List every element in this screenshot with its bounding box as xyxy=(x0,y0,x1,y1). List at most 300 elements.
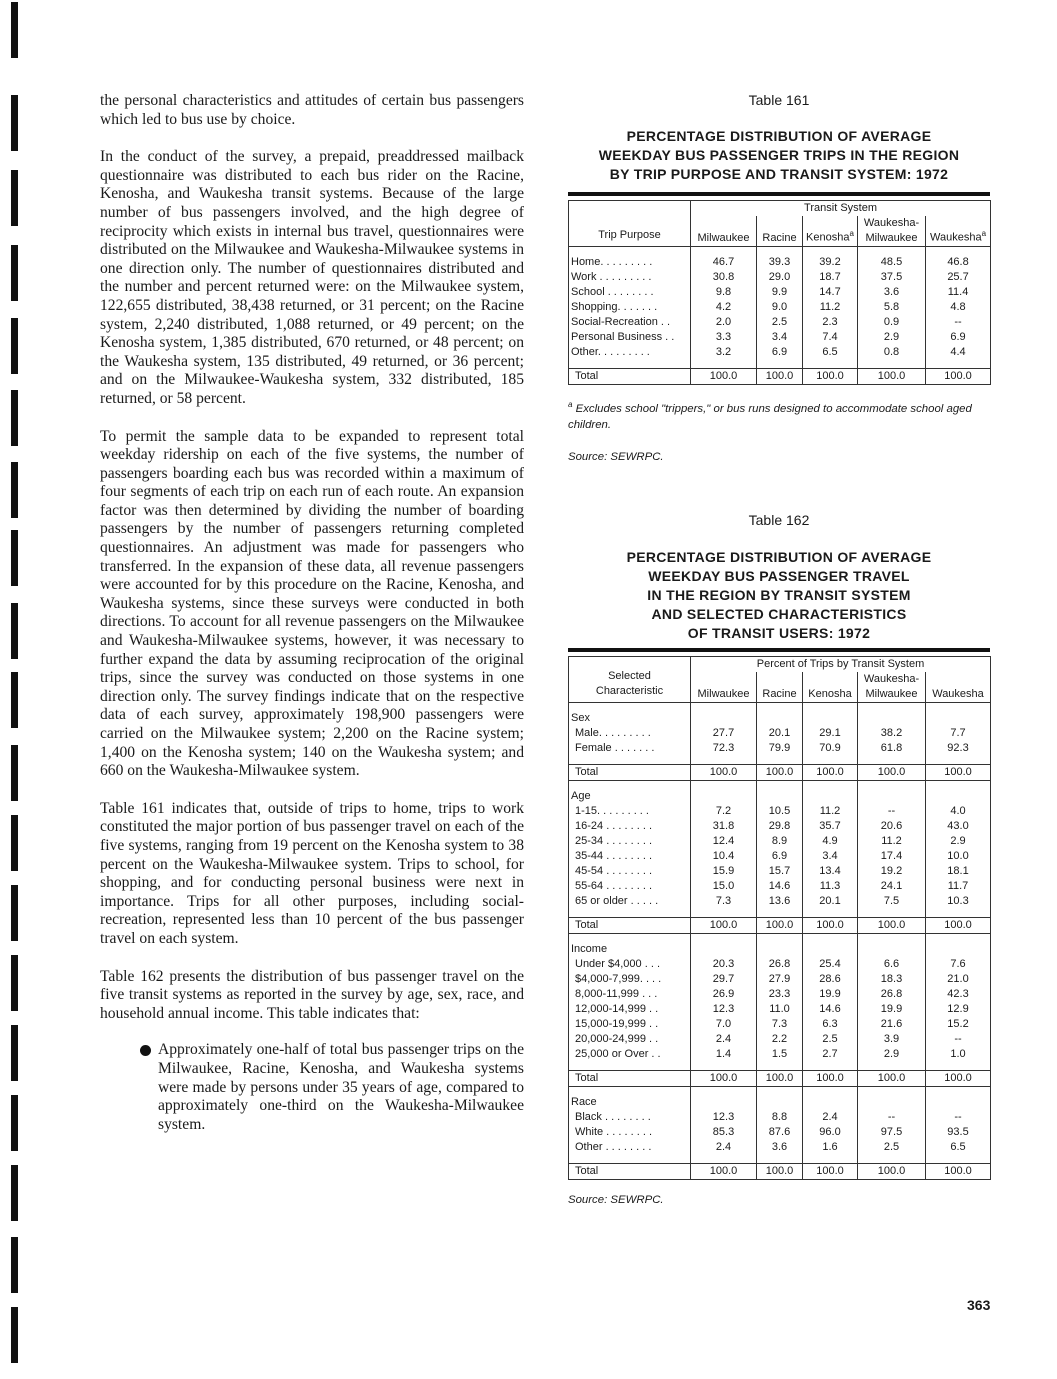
cell-value: 79.9 xyxy=(757,741,803,756)
cell-value: 7.3 xyxy=(757,1017,803,1032)
spacer-row xyxy=(569,934,991,943)
cell-value: -- xyxy=(858,1110,926,1125)
cell-value: 8.8 xyxy=(757,1110,803,1125)
title-line: BY TRIP PURPOSE AND TRANSIT SYSTEM: 1972 xyxy=(609,166,949,182)
row-label: Other . . . . . . . . xyxy=(569,1140,691,1155)
cell-value: 100.0 xyxy=(926,1164,991,1180)
cell-value: 43.0 xyxy=(926,819,991,834)
table-162-grid xyxy=(568,656,991,1180)
cell-value: 6.3 xyxy=(803,1017,858,1032)
binding-marks xyxy=(11,0,19,1379)
cell-value: 6.9 xyxy=(757,345,803,360)
cell-value: 6.5 xyxy=(926,1140,991,1155)
empty-cell xyxy=(803,1095,858,1110)
table-row xyxy=(569,1140,991,1155)
cell-value: 4.8 xyxy=(926,300,991,315)
section-header: Income xyxy=(569,942,691,957)
cell-value: 25.4 xyxy=(803,957,858,972)
table-row xyxy=(569,270,991,285)
cell-value: 6.9 xyxy=(757,849,803,864)
cell-value: 21.0 xyxy=(926,972,991,987)
cell-value: 31.8 xyxy=(691,819,757,834)
cell-value: 2.5 xyxy=(757,315,803,330)
cell-value: 4.0 xyxy=(926,804,991,819)
cell-value: 6.6 xyxy=(858,957,926,972)
cell-value: 29.0 xyxy=(757,270,803,285)
row-label: Total xyxy=(569,765,691,781)
total-row xyxy=(569,1164,991,1180)
cell-value: 100.0 xyxy=(757,369,803,385)
cell-value: 29.8 xyxy=(757,819,803,834)
cell-value: 29.7 xyxy=(691,972,757,987)
empty-cell xyxy=(757,1095,803,1110)
table-row xyxy=(569,1032,991,1047)
cell-value: 39.3 xyxy=(757,255,803,270)
title-line: WEEKDAY BUS PASSENGER TRIPS IN THE REGION xyxy=(598,147,960,163)
table-row xyxy=(569,1017,991,1032)
cell-value: 100.0 xyxy=(803,765,858,781)
column-header-label: Milwaukee xyxy=(697,232,750,244)
cell-value: 23.3 xyxy=(757,987,803,1002)
row-label: Work . . . . . . . . . xyxy=(569,270,691,285)
cell-value: 1.0 xyxy=(926,1047,991,1062)
table-row xyxy=(569,804,991,819)
section-header-row xyxy=(569,1095,991,1110)
row-label: 25-34 . . . . . . . . xyxy=(569,834,691,849)
binding-mark xyxy=(11,603,18,659)
cell-value: 100.0 xyxy=(691,1164,757,1180)
cell-value: 20.3 xyxy=(691,957,757,972)
column-header xyxy=(691,672,757,703)
table-row xyxy=(569,315,991,330)
cell-value: 13.6 xyxy=(757,894,803,909)
cell-value: 1.4 xyxy=(691,1047,757,1062)
table-162-label: Table 162 xyxy=(748,512,810,528)
cell-value: 8.9 xyxy=(757,834,803,849)
column-header xyxy=(803,672,858,703)
cell-value: 2.9 xyxy=(858,1047,926,1062)
binding-mark xyxy=(11,1307,18,1363)
title-line: PERCENTAGE DISTRIBUTION OF AVERAGE xyxy=(626,128,932,144)
cell-value: 100.0 xyxy=(757,918,803,934)
cell-value: 10.5 xyxy=(757,804,803,819)
row-label: 55-64 . . . . . . . . xyxy=(569,879,691,894)
cell-value: 6.5 xyxy=(803,345,858,360)
cell-value: 100.0 xyxy=(691,918,757,934)
binding-mark xyxy=(11,530,18,586)
bullet-item xyxy=(100,1041,524,1134)
empty-cell xyxy=(757,942,803,957)
cell-value: 100.0 xyxy=(926,765,991,781)
row-label: 45-54 . . . . . . . . xyxy=(569,864,691,879)
total-row xyxy=(569,765,991,781)
cell-value: 15.9 xyxy=(691,864,757,879)
cell-value: 10.3 xyxy=(926,894,991,909)
cell-value: 100.0 xyxy=(858,369,926,385)
spacer-row xyxy=(569,1087,991,1096)
binding-mark xyxy=(11,1095,18,1151)
total-row xyxy=(569,918,991,934)
page-number: 363 xyxy=(967,1297,991,1313)
paragraph: Table 162 presents the distribution of bus passenger travel on the five transit systems as reported in the survey by age, sex, race, and household annual income. This table indicates that: xyxy=(100,967,524,1022)
cell-value: 11.7 xyxy=(926,879,991,894)
cell-value: 11.4 xyxy=(926,285,991,300)
cell-value: 61.8 xyxy=(858,741,926,756)
row-label: Shopping. . . . . . . xyxy=(569,300,691,315)
binding-mark xyxy=(11,2,18,58)
empty-cell xyxy=(691,942,757,957)
cell-value: 26.9 xyxy=(691,987,757,1002)
binding-mark xyxy=(11,955,18,1011)
cell-value: 14.6 xyxy=(757,879,803,894)
paragraph: To permit the sample data to be expanded to represent total weekday ridership on each of the five systems, the number of passengers boarding each bus was recorded within a maximum of four segments of each trip on each run of each route. An expansion factor was then determined by dividing the number of boarding passengers by the number of passengers returning completed questionnaires. An adjustment was made for passengers who transferred. In the expansion of these data, all revenue passengers were accounted for by this procedure on the Racine, Kenosha, and Waukesha systems, since these surveys were conducted in both directions. To account for all revenue passengers on the Milwaukee and Waukesha-Milwaukee systems, however, it was necessary to further expand the data by assuming reciprocation of the original trips, since the survey was conducted on those systems in one direction only. The survey findings indicate that on the respective data of each survey, approximately 198,900 passengers were carried on the Milwaukee system; 2,200 on the Racine system; 1,400 on the Kenosha system; 140 on the Waukesha system; and 660 on the Waukesha-Milwaukee system. xyxy=(100,427,524,780)
binding-mark xyxy=(11,170,18,226)
cell-value: -- xyxy=(926,1032,991,1047)
cell-value: 46.8 xyxy=(926,255,991,270)
row-label: Social-Recreation . . xyxy=(569,315,691,330)
title-line: PERCENTAGE DISTRIBUTION OF AVERAGE xyxy=(626,549,932,565)
total-row xyxy=(569,369,991,385)
cell-value: 28.6 xyxy=(803,972,858,987)
cell-value: 13.4 xyxy=(803,864,858,879)
empty-cell xyxy=(757,711,803,726)
cell-value: 24.1 xyxy=(858,879,926,894)
cell-value: 20.1 xyxy=(757,726,803,741)
cell-value: 7.7 xyxy=(926,726,991,741)
spacer-row xyxy=(569,781,991,790)
row-label: Other. . . . . . . . . xyxy=(569,345,691,360)
row-label: 15,000-19,999 . . xyxy=(569,1017,691,1032)
cell-value: 29.1 xyxy=(803,726,858,741)
cell-value: 0.9 xyxy=(858,315,926,330)
cell-value: 4.4 xyxy=(926,345,991,360)
row-label: Under $4,000 . . . xyxy=(569,957,691,972)
cell-value: 12.9 xyxy=(926,1002,991,1017)
cell-value: 2.3 xyxy=(803,315,858,330)
table-row xyxy=(569,834,991,849)
column-header-label: Waukesha- Milwaukee xyxy=(863,673,920,700)
spacer-row xyxy=(569,1062,991,1071)
cell-value: 100.0 xyxy=(858,765,926,781)
table-row xyxy=(569,879,991,894)
cell-value: 20.1 xyxy=(803,894,858,909)
cell-value: 42.3 xyxy=(926,987,991,1002)
cell-value: 100.0 xyxy=(858,1164,926,1180)
binding-mark xyxy=(11,885,18,941)
section-header: Sex xyxy=(569,711,691,726)
table-row xyxy=(569,726,991,741)
cell-value: 35.7 xyxy=(803,819,858,834)
table-162 xyxy=(568,648,990,1208)
cell-value: 19.9 xyxy=(858,1002,926,1017)
cell-value: 26.8 xyxy=(858,987,926,1002)
total-row xyxy=(569,1071,991,1087)
row-label: Male. . . . . . . . . xyxy=(569,726,691,741)
cell-value: 7.3 xyxy=(691,894,757,909)
cell-value: 2.2 xyxy=(757,1032,803,1047)
row-label: 8,000-11,999 . . . xyxy=(569,987,691,1002)
empty-cell xyxy=(691,711,757,726)
table-161-label: Table 161 xyxy=(748,92,810,108)
cell-value: 15.0 xyxy=(691,879,757,894)
cell-value: 12.3 xyxy=(691,1002,757,1017)
row-label: Female . . . . . . . xyxy=(569,741,691,756)
table-row xyxy=(569,819,991,834)
cell-value: 72.3 xyxy=(691,741,757,756)
binding-mark xyxy=(11,1025,18,1081)
cell-value: 27.9 xyxy=(757,972,803,987)
empty-cell xyxy=(691,1095,757,1110)
cell-value: 2.7 xyxy=(803,1047,858,1062)
binding-mark xyxy=(11,1237,18,1293)
binding-mark xyxy=(11,815,18,871)
row-label: 12,000-14,999 . . xyxy=(569,1002,691,1017)
row-label: Black . . . . . . . . xyxy=(569,1110,691,1125)
cell-value: 70.9 xyxy=(803,741,858,756)
cell-value: 26.8 xyxy=(757,957,803,972)
cell-value: 93.5 xyxy=(926,1125,991,1140)
empty-cell xyxy=(858,1095,926,1110)
spacer-row xyxy=(569,247,991,256)
cell-value: 2.5 xyxy=(858,1140,926,1155)
cell-value: 2.9 xyxy=(858,330,926,345)
footnote-mark: a xyxy=(568,400,573,409)
cell-value: 100.0 xyxy=(803,1164,858,1180)
cell-value: 12.4 xyxy=(691,834,757,849)
column-header-label: Kenosha xyxy=(806,232,850,244)
cell-value: 2.4 xyxy=(691,1140,757,1155)
table-row xyxy=(569,1002,991,1017)
empty-cell xyxy=(858,789,926,804)
spacer-row xyxy=(569,1155,991,1164)
cell-value: 92.3 xyxy=(926,741,991,756)
cell-value: 2.9 xyxy=(926,834,991,849)
column-header xyxy=(926,672,991,703)
table-row xyxy=(569,330,991,345)
cell-value: 9.9 xyxy=(757,285,803,300)
table-161 xyxy=(568,192,990,465)
cell-value: 3.6 xyxy=(858,285,926,300)
cell-value: 2.0 xyxy=(691,315,757,330)
cell-value: 18.1 xyxy=(926,864,991,879)
cell-value: 39.2 xyxy=(803,255,858,270)
table-row xyxy=(569,300,991,315)
cell-value: 11.0 xyxy=(757,1002,803,1017)
spacer-row xyxy=(569,909,991,918)
binding-mark xyxy=(11,462,18,518)
empty-cell xyxy=(926,789,991,804)
cell-value: 3.4 xyxy=(757,330,803,345)
empty-cell xyxy=(757,789,803,804)
cell-value: 10.0 xyxy=(926,849,991,864)
cell-value: 100.0 xyxy=(858,1071,926,1087)
table-161-title xyxy=(568,127,990,184)
binding-mark xyxy=(11,245,18,301)
cell-value: 18.7 xyxy=(803,270,858,285)
cell-value: 6.9 xyxy=(926,330,991,345)
paragraph: In the conduct of the survey, a prepaid, preaddressed mailback questionnaire was distributed to each bus rider on the Racine, Kenosha, and Waukesha transit systems. Because of the large number of bus passengers involved, and the high degree of reciprocity which exists in internal bus travel, questionnaires were distributed on the Milwaukee and Waukesha-Milwaukee systems in one direction only. The number of questionnaires distributed and the number and percent returned were: on the Milwaukee system, 122,655 distributed, 38,438 returned, or 31 percent; on the Racine system, 2,240 distributed, 1,088 returned, or 49 percent; on the Kenosha system, 1,385 distributed, 670 returned, or 48 percent; on the Waukesha system, 135 distributed, 49 returned, or 36 percent; and on the Milwaukee-Waukesha system, 332 distributed, 185 returned, or 58 percent. xyxy=(100,148,524,407)
empty-cell xyxy=(926,711,991,726)
paragraph: the personal characteristics and attitudes of certain bus passengers which led to bus use by choice. xyxy=(100,92,524,128)
column-header-label: Kenosha xyxy=(808,688,852,700)
cell-value: 1.6 xyxy=(803,1140,858,1155)
table-row xyxy=(569,894,991,909)
binding-mark xyxy=(11,318,18,374)
cell-value: 100.0 xyxy=(757,1071,803,1087)
cell-value: 7.5 xyxy=(858,894,926,909)
cell-value: 3.2 xyxy=(691,345,757,360)
cell-value: 46.7 xyxy=(691,255,757,270)
empty-cell xyxy=(858,942,926,957)
cell-value: 100.0 xyxy=(757,765,803,781)
row-label: Total xyxy=(569,1164,691,1180)
cell-value: 3.9 xyxy=(858,1032,926,1047)
cell-value: 15.2 xyxy=(926,1017,991,1032)
binding-mark xyxy=(11,95,18,151)
cell-value: 7.0 xyxy=(691,1017,757,1032)
binding-mark xyxy=(11,672,18,728)
table-row xyxy=(569,849,991,864)
table-row xyxy=(569,255,991,270)
cell-value: 100.0 xyxy=(803,918,858,934)
section-header-row xyxy=(569,789,991,804)
spacer-row xyxy=(569,756,991,765)
column-header-label: Waukesha xyxy=(932,688,984,700)
cell-value: 4.9 xyxy=(803,834,858,849)
cell-value: 30.8 xyxy=(691,270,757,285)
column-header-label: Waukesha xyxy=(930,232,982,244)
section-header-row xyxy=(569,942,991,957)
table-row xyxy=(569,987,991,1002)
table-row xyxy=(569,1125,991,1140)
group-header: Percent of Trips by Transit System xyxy=(691,657,991,673)
binding-mark xyxy=(11,1165,18,1221)
column-header-label: Racine xyxy=(762,688,797,700)
column-header xyxy=(757,216,803,247)
cell-value: 3.4 xyxy=(803,849,858,864)
cell-value: 11.2 xyxy=(858,834,926,849)
cell-value: 12.3 xyxy=(691,1110,757,1125)
cell-value: 100.0 xyxy=(926,1071,991,1087)
cell-value: 25.7 xyxy=(926,270,991,285)
cell-value: 2.4 xyxy=(803,1110,858,1125)
cell-value: 100.0 xyxy=(858,918,926,934)
empty-cell xyxy=(858,711,926,726)
binding-mark xyxy=(11,745,18,801)
cell-value: -- xyxy=(926,315,991,330)
table-row xyxy=(569,1110,991,1125)
table-row xyxy=(569,957,991,972)
row-label: 65 or older . . . . . xyxy=(569,894,691,909)
cell-value: 9.8 xyxy=(691,285,757,300)
row-label: Total xyxy=(569,918,691,934)
row-header: Selected Characteristic xyxy=(569,657,691,703)
cell-value: 11.3 xyxy=(803,879,858,894)
empty-cell xyxy=(926,1095,991,1110)
cell-value: 11.2 xyxy=(803,300,858,315)
column-header xyxy=(858,672,926,703)
column-header-label: Racine xyxy=(762,232,797,244)
cell-value: 100.0 xyxy=(691,1071,757,1087)
row-label: Home. . . . . . . . . xyxy=(569,255,691,270)
empty-cell xyxy=(803,942,858,957)
cell-value: 100.0 xyxy=(691,765,757,781)
paragraph: Table 161 indicates that, outside of trips to home, trips to work constituted the major portion of bus passenger travel on each of the five systems, ranging from 19 percent on the Kenosha system to 38 percent on the Waukesha-Milwaukee system. Trips to school, for shopping, and for conducting personal business were next in importance. Trips for all other purposes, including social-recreation, represented less than 10 percent of the bus passenger travel on each system. xyxy=(100,799,524,947)
column-header-label: Waukesha- Milwaukee xyxy=(863,217,920,244)
column-header-label: Milwaukee xyxy=(697,688,750,700)
column-header xyxy=(757,672,803,703)
table-row xyxy=(569,864,991,879)
cell-value: 27.7 xyxy=(691,726,757,741)
empty-cell xyxy=(803,789,858,804)
cell-value: 21.6 xyxy=(858,1017,926,1032)
cell-value: 7.4 xyxy=(803,330,858,345)
row-label: 1-15. . . . . . . . . xyxy=(569,804,691,819)
table-top-rule xyxy=(568,648,990,652)
bullet-text: Approximately one-half of total bus passenger trips on the Milwaukee, Racine, Kenosha, and Waukesha systems were made by persons under 35 years of age, compared to approximately one-third on the Waukesha-Milwaukee system. xyxy=(158,1041,524,1133)
cell-value: -- xyxy=(858,804,926,819)
row-label: 20,000-24,999 . . xyxy=(569,1032,691,1047)
cell-value: 19.9 xyxy=(803,987,858,1002)
table-row xyxy=(569,1047,991,1062)
cell-value: 4.2 xyxy=(691,300,757,315)
cell-value: 97.5 xyxy=(858,1125,926,1140)
cell-value: 100.0 xyxy=(803,369,858,385)
cell-value: 100.0 xyxy=(926,918,991,934)
footnote-mark: a xyxy=(981,229,987,239)
spacer-row xyxy=(569,703,991,712)
cell-value: 14.6 xyxy=(803,1002,858,1017)
column-header xyxy=(858,216,926,247)
cell-value: 20.6 xyxy=(858,819,926,834)
cell-value: 1.5 xyxy=(757,1047,803,1062)
empty-cell xyxy=(691,789,757,804)
table-row xyxy=(569,972,991,987)
title-line: OF TRANSIT USERS: 1972 xyxy=(687,625,871,641)
cell-value: 7.6 xyxy=(926,957,991,972)
table-162-title xyxy=(568,548,990,643)
table-161-source: Source: SEWRPC. xyxy=(568,450,664,463)
cell-value: -- xyxy=(926,1110,991,1125)
cell-value: 2.4 xyxy=(691,1032,757,1047)
cell-value: 96.0 xyxy=(803,1125,858,1140)
cell-value: 100.0 xyxy=(803,1071,858,1087)
cell-value: 11.2 xyxy=(803,804,858,819)
cell-value: 48.5 xyxy=(858,255,926,270)
cell-value: 19.2 xyxy=(858,864,926,879)
binding-mark xyxy=(11,390,18,446)
row-label: School . . . . . . . . xyxy=(569,285,691,300)
cell-value: 100.0 xyxy=(926,369,991,385)
column-header xyxy=(803,216,858,247)
cell-value: 17.4 xyxy=(858,849,926,864)
cell-value: 100.0 xyxy=(757,1164,803,1180)
cell-value: 2.5 xyxy=(803,1032,858,1047)
cell-value: 38.2 xyxy=(858,726,926,741)
section-header: Age xyxy=(569,789,691,804)
spacer-row xyxy=(569,360,991,369)
table-row xyxy=(569,285,991,300)
cell-value: 3.3 xyxy=(691,330,757,345)
table-top-rule xyxy=(568,192,990,196)
empty-cell xyxy=(803,711,858,726)
table-162-source: Source: SEWRPC. xyxy=(568,1194,664,1206)
row-label: 16-24 . . . . . . . . xyxy=(569,819,691,834)
section-header: Race xyxy=(569,1095,691,1110)
cell-value: 15.7 xyxy=(757,864,803,879)
bullet-dot-icon xyxy=(140,1045,151,1056)
row-label: Total xyxy=(569,1071,691,1087)
